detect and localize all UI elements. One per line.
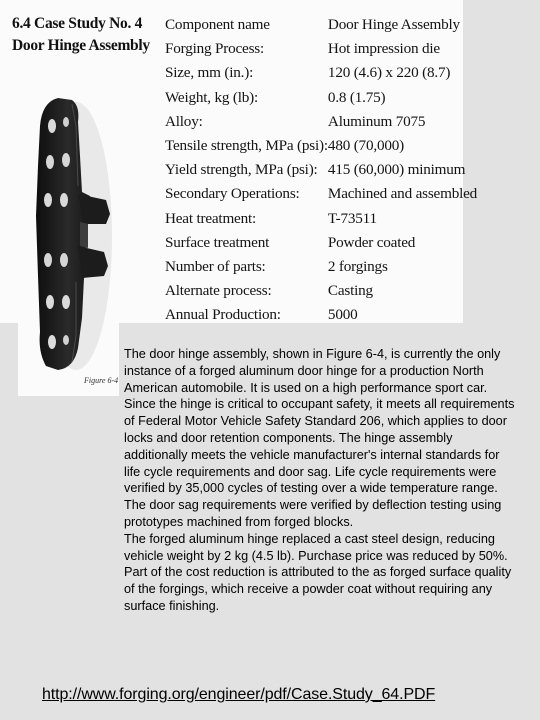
spec-value: Hot impression die [327, 40, 440, 58]
spec-label: Size, mm (in.): [165, 64, 254, 82]
spec-value: 0.8 (1.75) [327, 88, 386, 106]
spec-row [165, 134, 477, 158]
spec-row [165, 158, 477, 182]
spec-label: Forging Process: [165, 40, 265, 58]
spec-value: Powder coated [327, 233, 416, 251]
spec-value: T-73511 [327, 209, 377, 227]
spec-label: Number of parts: [165, 258, 266, 276]
spec-row [165, 255, 477, 279]
spec-row [165, 37, 477, 61]
spec-label: Alternate process: [165, 282, 272, 300]
spec-row [165, 303, 477, 327]
spec-row [165, 207, 477, 231]
spec-label: Tensile strength, MPa (psi): [165, 137, 328, 155]
spec-label: Annual Production: [165, 306, 281, 324]
case-study-title: Door Hinge Assembly [12, 37, 150, 54]
paragraph: The door hinge assembly, shown in Figure 6-4, is currently the only instance of a forged aluminum door hinge for a production North American automobile. It is used on a high performance sport car. Since the hinge is critical to occupant safety, it meets all requirements of Federal Motor Vehicle Safety Standard 206, which applies to door locks and door retention components. The hinge assembly additionally meets the vehicle manufacturer's internal standards for life cycle requirements and door sag. Life cycle requirements were verified by 35,000 cycles of testing over a wide temperature range. The door sag requirements were verified by deflection testing using prototypes machined from forged blocks. [124, 347, 515, 529]
spec-row [165, 231, 477, 255]
paragraph: The forged aluminum hinge replaced a cast steel design, reducing vehicle weight by 2 kg (4.5 lb). Purchase price was reduced by 50%. Part of the cost reduction is attributed to the as forged surface quality of the forgings, which receive a powder coat without requiring any surface finishing. [124, 531, 512, 613]
source-link[interactable]: http://www.forging.org/engineer/pdf/Case.Study_64.PDF [42, 686, 436, 703]
spec-label: Surface treatment [165, 233, 270, 251]
spec-value: 415 (60,000) minimum [327, 161, 466, 179]
spec-value: Aluminum 7075 [327, 112, 426, 130]
spec-label: Weight, kg (lb): [165, 88, 259, 106]
spec-label: Component name [165, 16, 270, 33]
spec-table-body [165, 13, 477, 328]
case-study-heading [12, 13, 150, 57]
spec-label: Heat treatment: [165, 209, 257, 227]
case-study-number: 6.4 Case Study No. 4 [12, 15, 143, 32]
spec-row [165, 13, 477, 37]
spec-value: Casting [327, 282, 373, 300]
body-text [124, 346, 516, 615]
spec-label: Yield strength, MPa (psi): [165, 161, 318, 179]
door-hinge-photo [32, 96, 112, 372]
spec-row [165, 110, 477, 134]
spec-value: 120 (4.6) x 220 (8.7) [327, 64, 451, 82]
spec-value: Door Hinge Assembly [327, 16, 460, 33]
spec-value: 480 (70,000) [327, 137, 404, 155]
spec-value: Machined and assembled [327, 185, 478, 203]
spec-row [165, 61, 477, 85]
spec-row [165, 86, 477, 110]
spec-value: 5000 [327, 306, 358, 324]
spec-label: Alloy: [165, 112, 203, 130]
figure-caption: Figure 6-4 [84, 376, 119, 385]
spec-row [165, 279, 477, 303]
spec-table [165, 13, 477, 328]
spec-label: Secondary Operations: [165, 185, 300, 203]
spec-value: 2 forgings [327, 258, 388, 276]
spec-row [165, 182, 477, 206]
